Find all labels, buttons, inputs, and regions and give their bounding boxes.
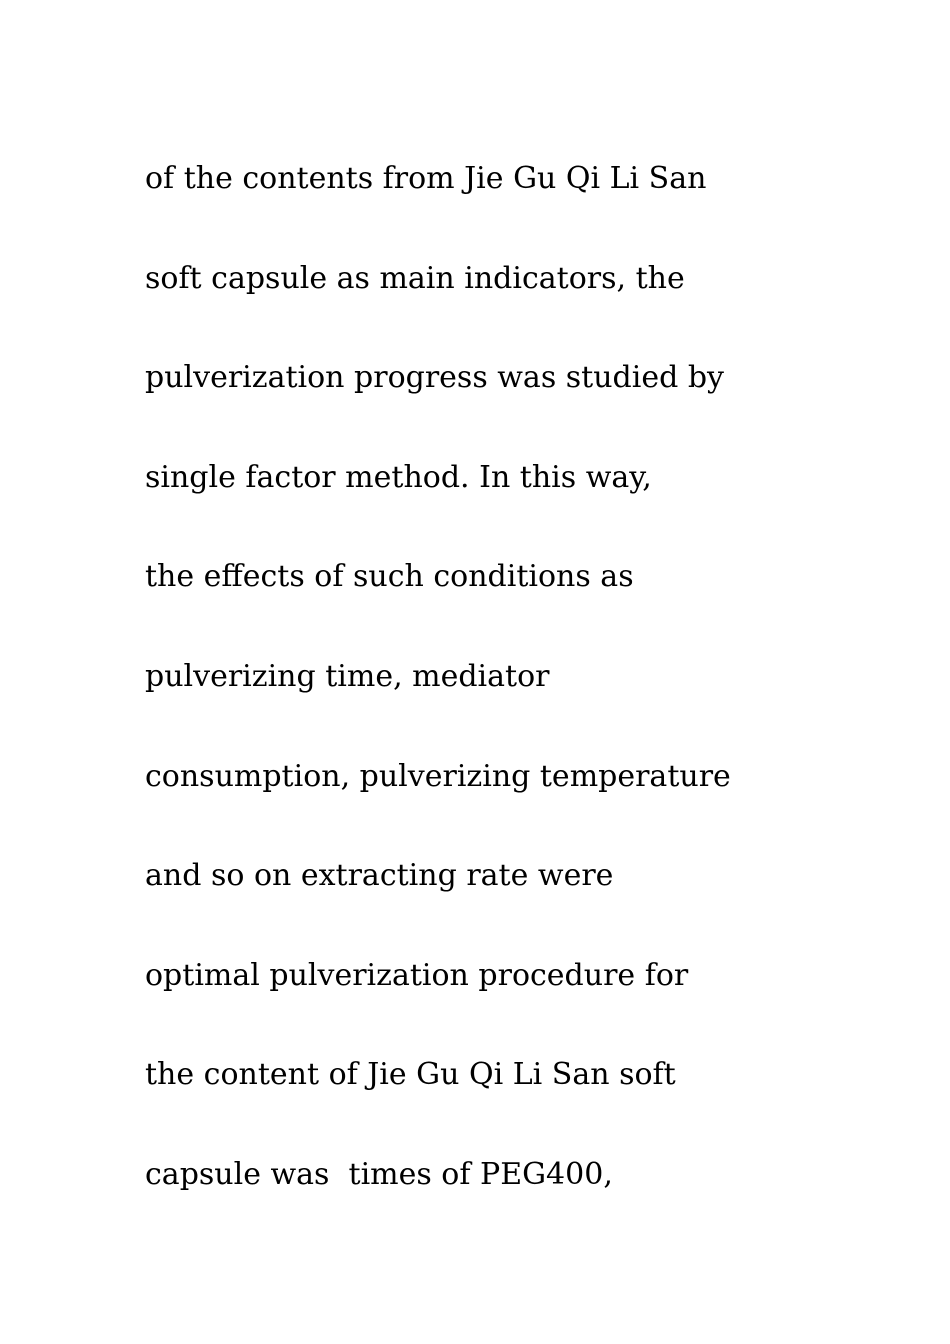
text-line-2: soft capsule as main indicators, the (145, 260, 685, 296)
text-line-8: and so on extracting rate were (145, 858, 614, 894)
text-line-11: capsule was times of PEG400, (145, 1156, 613, 1192)
text-line-1: of the contents from Jie Gu Qi Li San (145, 161, 707, 196)
text-line-10: the content of Jie Gu Qi Li San soft (145, 1057, 676, 1093)
text-line-3: pulverization progress was studied by (145, 360, 724, 396)
text-line-6: pulverizing time, mediator (145, 658, 550, 694)
text-line-7: consumption, pulverizing temperature (145, 758, 731, 794)
body-text (145, 129, 845, 1225)
text-line-5: the effects of such conditions as (145, 559, 634, 595)
text-line-4: single factor method. In this way, (145, 459, 652, 495)
text-line-9: optimal pulverization procedure for (145, 957, 689, 993)
